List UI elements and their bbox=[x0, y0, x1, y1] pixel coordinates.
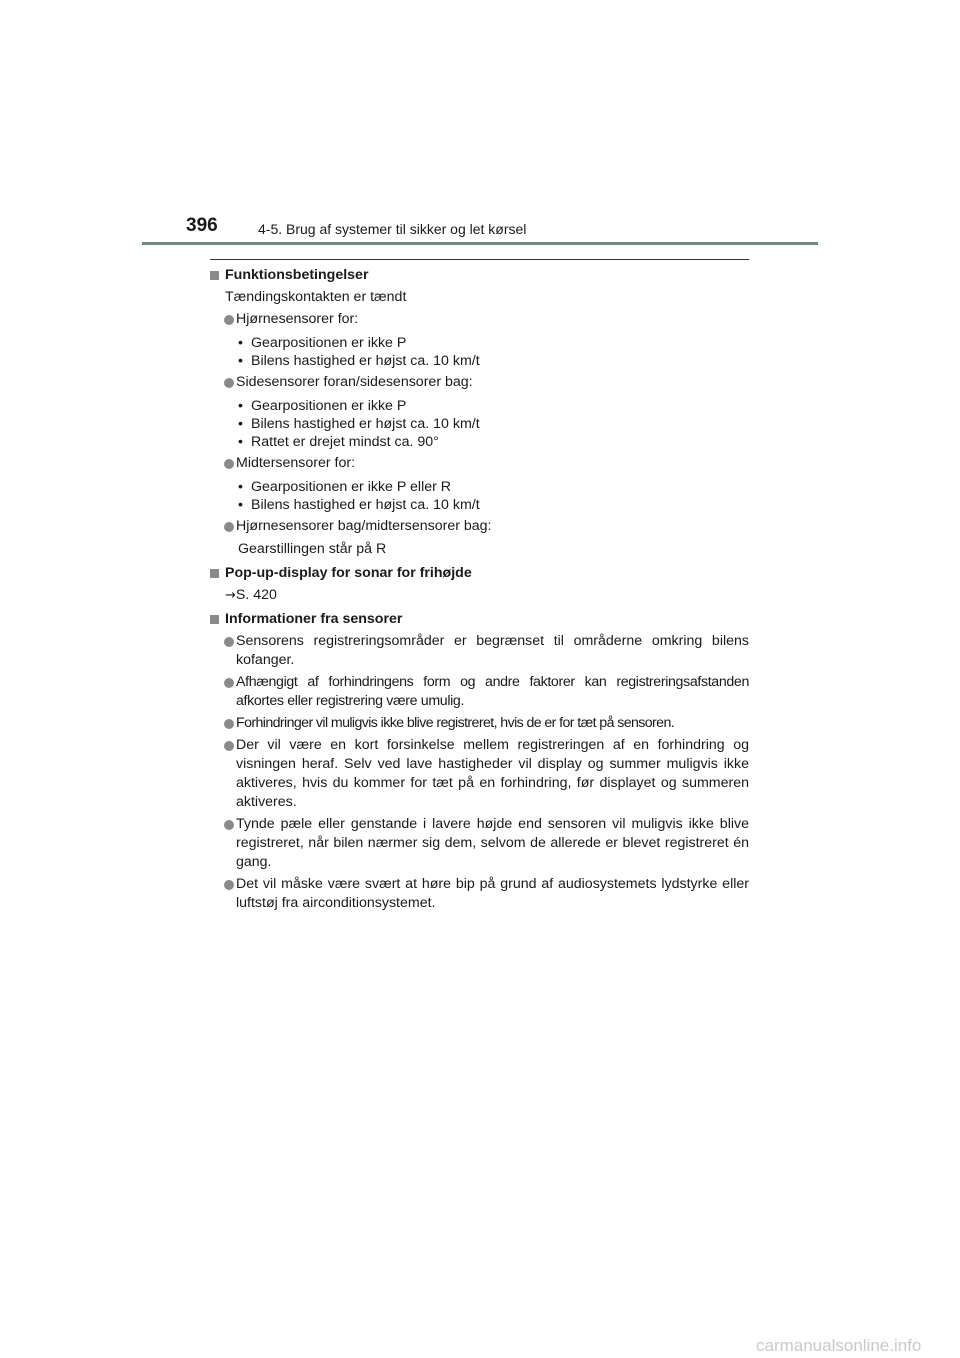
list-item: Tynde pæle eller genstande i lavere højde end sensoren vil muligvis ikke blive registreret, når bilen nærmer sig dem, selvom de allerede er blevet registreret én gang. bbox=[210, 815, 749, 872]
sub-list bbox=[210, 334, 749, 370]
sub-list-item: • Gearpositionen er ikke P bbox=[238, 334, 749, 352]
list-item: Hjørnesensorer bag/midtersensorer bag: bbox=[210, 517, 749, 536]
header-rule bbox=[142, 242, 818, 245]
sub-list-item: • Rattet er drejet mindst ca. 90° bbox=[238, 433, 749, 451]
section-intro: Tændingskontakten er tændt bbox=[225, 289, 407, 305]
section-heading-sensor-information: Informationer fra sensorer bbox=[210, 610, 749, 629]
sub-list bbox=[210, 397, 749, 451]
sub-list-item: • Gearpositionen er ikke P eller R bbox=[238, 478, 749, 496]
list-item: Sidesensorer foran/sidesensorer bag: bbox=[210, 373, 749, 392]
page-reference bbox=[210, 586, 749, 605]
square-bullet-icon bbox=[210, 615, 219, 624]
square-bullet-icon bbox=[210, 569, 219, 578]
circle-bullet-icon bbox=[224, 378, 234, 388]
section-heading-popup-display: Pop-up-display for sonar for frihøjde bbox=[210, 564, 749, 583]
circle-bullet-icon bbox=[224, 522, 234, 532]
circle-bullet-icon bbox=[224, 678, 234, 688]
section-heading-operating-conditions: Funktionsbetingelser bbox=[210, 266, 749, 285]
circle-bullet-icon bbox=[224, 820, 234, 830]
list-item: Der vil være en kort forsinkelse mellem registreringen af en forhindring og visningen heraf. Selv ved lave hastigheder vil display og summer muligvis ikke aktiveres, hvis du kommer for tæt på en forhindring, før displayet og summeren aktiveres. bbox=[210, 736, 749, 812]
page-number: 396 bbox=[186, 215, 218, 236]
sub-list-item: • Gearpositionen er ikke P bbox=[238, 397, 749, 415]
sub-list-item: • Bilens hastighed er højst ca. 10 km/t bbox=[238, 352, 749, 370]
circle-bullet-icon bbox=[224, 315, 234, 325]
circle-bullet-icon bbox=[224, 637, 234, 647]
list-item: Sensorens registreringsområder er begrænset til områderne omkring bilens kofanger. bbox=[210, 632, 749, 670]
arrow-right-icon: → bbox=[225, 588, 236, 603]
circle-bullet-icon bbox=[224, 880, 234, 890]
list-item-detail: Gearstillingen står på R bbox=[238, 541, 387, 557]
sub-list-item: • Bilens hastighed er højst ca. 10 km/t bbox=[238, 415, 749, 433]
list-item: Det vil måske være svært at høre bip på grund af audiosystemets lydstyrke eller luftstøj fra airconditionsystemet. bbox=[210, 875, 749, 913]
circle-bullet-icon bbox=[224, 741, 234, 751]
page-content bbox=[210, 259, 749, 913]
list-item: Forhindringer vil muligvis ikke blive registreret, hvis de er for tæt på sensoren. bbox=[210, 714, 749, 733]
circle-bullet-icon bbox=[224, 459, 234, 469]
list-item: Afhængigt af forhindringens form og andre faktorer kan registreringsafstanden afkortes eller registrering være umulig. bbox=[210, 673, 749, 711]
circle-bullet-icon bbox=[224, 719, 234, 729]
list-item: Midtersensorer for: bbox=[210, 454, 749, 473]
page-reference-link[interactable]: S. 420 bbox=[235, 587, 277, 603]
square-bullet-icon bbox=[210, 271, 219, 280]
chapter-title: 4-5. Brug af systemer til sikker og let kørsel bbox=[258, 221, 527, 237]
sub-list-item: • Bilens hastighed er højst ca. 10 km/t bbox=[238, 496, 749, 514]
sub-list bbox=[210, 478, 749, 514]
watermark: carmanualsonline.info bbox=[756, 1336, 922, 1355]
list-item: Hjørnesensorer for: bbox=[210, 310, 749, 329]
